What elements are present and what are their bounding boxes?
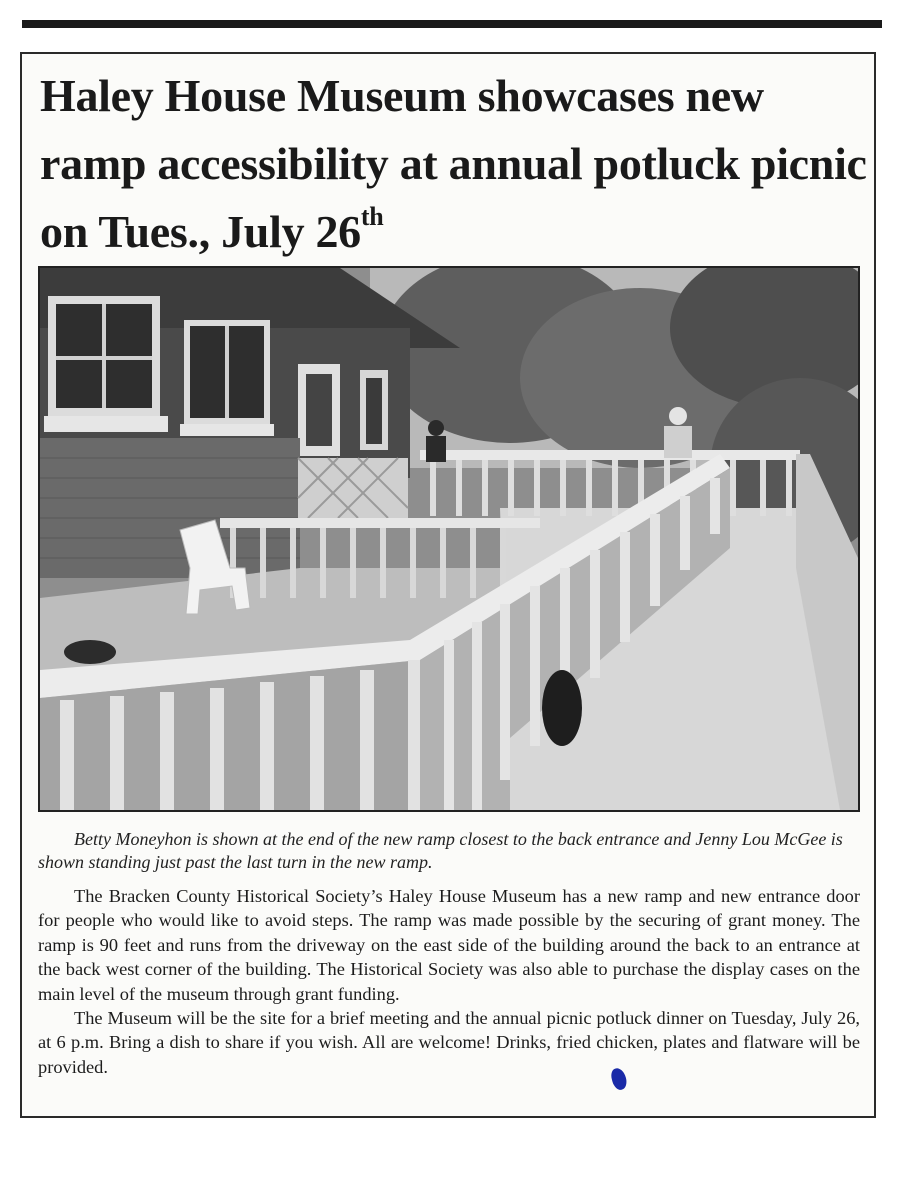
- article-paragraph-2: The Museum will be the site for a brief meeting and the annual picnic potluck dinner on Tuesday, July 26, at 6 p.m. Bring a dish to share if you wish. All are welcome! Drinks, fried chicken, plates and flatware will be provided.: [38, 1008, 860, 1077]
- article-photo: [38, 266, 860, 812]
- top-rule: [22, 20, 882, 28]
- headline: [40, 62, 870, 266]
- article-paragraph-1: The Bracken County Historical Society’s Haley House Museum has a new ramp and new entrance door for people who would like to avoid steps. The ramp was made possible by the securing of grant money. The ramp is 90 feet and runs from the driveway on the east side of the building around the back to an entrance at the back west corner of the building. The Historical Society was also able to purchase the display cases on the main level of the museum through grant funding.: [38, 886, 860, 1004]
- photo-caption: Betty Moneyhon is shown at the end of the new ramp closest to the back entrance and Jenny Lou McGee is shown standing just past the last turn in the new ramp.: [38, 829, 843, 872]
- article-body: [38, 884, 860, 1079]
- headline-superscript: th: [360, 202, 384, 231]
- photo-illustration: [40, 268, 858, 810]
- headline-text: Haley House Museum showcases new ramp accessibility at annual potluck picnic on Tues., July 26: [40, 70, 867, 257]
